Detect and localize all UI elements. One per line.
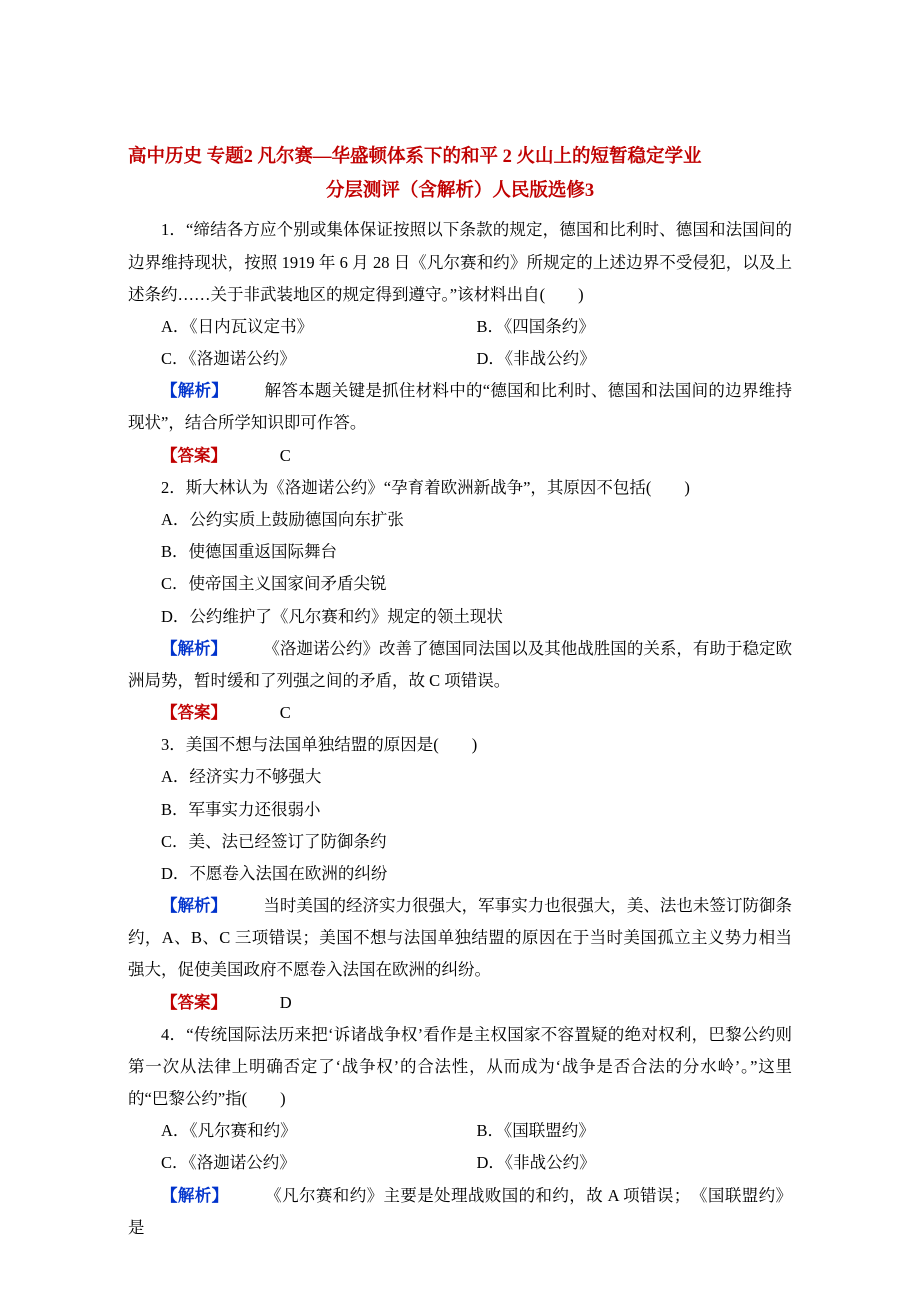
answer-label: 【答案】 [161, 703, 227, 723]
answer-label: 【答案】 [161, 992, 227, 1012]
option-row [128, 1147, 792, 1179]
option-d: D．公约维护了《凡尔赛和约》规定的领土现状 [161, 606, 503, 626]
option-a: A．公约实质上鼓励德国向东扩张 [161, 509, 404, 529]
answer-block [128, 440, 792, 472]
question-stem: 1．“缔结各方应个别或集体保证按照以下条款的规定，德国和比利时、德国和法国间的边界维持现状，按照 1919 年 6 月 28 日《凡尔赛和约》所规定的上述边界不受侵犯，以及上述条约……关于非武装地区的规定得到遵守。”该材料出自( ) [128, 220, 792, 304]
analysis-block [128, 375, 792, 439]
answer-block [128, 987, 792, 1019]
analysis-block [128, 1180, 792, 1244]
option-a: A．《日内瓦议定书》 [161, 316, 314, 336]
option-b: B．《四国条约》 [476, 316, 595, 336]
option-b: B．军事实力还很弱小 [161, 799, 321, 819]
answer-value: C [279, 703, 291, 723]
question-stem: 2．斯大林认为《洛迦诺公约》“孕育着欧洲新战争”，其原因不包括( ) [161, 477, 690, 497]
option-row [128, 343, 792, 375]
analysis-block [128, 890, 792, 987]
option-d: D．《非战公约》 [476, 349, 596, 369]
analysis-text: 解答本题关键是抓住材料中的“德国和比利时、德国和法国间的边界维持现状”，结合所学知识即可作答。 [128, 381, 793, 433]
option-c: C．《洛迦诺公约》 [161, 1153, 296, 1173]
option-c: C．《洛迦诺公约》 [161, 349, 296, 369]
question-stem: 4．“传统国际法历来把‘诉诸战争权’看作是主权国家不容置疑的绝对权利，巴黎公约则第一次从法律上明确否定了‘战争权’的合法性，从而成为‘战争是否合法的分水岭’。”这里的“巴黎公约”指( ) [128, 1024, 792, 1109]
answer-value: D [279, 992, 292, 1012]
option-c: C．使帝国主义国家间矛盾尖锐 [161, 574, 387, 594]
question-stem: 3．美国不想与法国单独结盟的原因是( ) [161, 735, 478, 755]
analysis-text: 《凡尔赛和约》主要是处理战败国的和约，故 A 项错误； 《国联盟约》是 [128, 1185, 792, 1237]
option-d: D．《非战公约》 [476, 1153, 596, 1173]
analysis-text: 当时美国的经济实力很强大，军事实力也很强大，美、法也未签订防御条约，A、B、C 三项错误；美国不想与法国单独结盟的原因在于当时美国孤立主义势力相当强大，促使美国政府不愿卷入法国在欧洲的纠纷。 [128, 896, 792, 980]
answer-label: 【答案】 [161, 445, 227, 465]
analysis-label: 【解析】 [161, 1185, 229, 1205]
page-title-line1: 高中历史 专题2 凡尔赛—华盛顿体系下的和平 2 火山上的短暂稳定学业 [128, 147, 702, 167]
analysis-text: 《洛迦诺公约》改善了德国同法国以及其他战胜国的关系，有助于稳定欧洲局势，暂时缓和了列强之间的矛盾，故 C 项错误。 [128, 638, 792, 690]
option-d: D．不愿卷入法国在欧洲的纠纷 [161, 863, 388, 883]
page-title [128, 140, 792, 208]
option-a: A．经济实力不够强大 [161, 767, 322, 787]
analysis-label: 【解析】 [161, 381, 229, 401]
analysis-label: 【解析】 [161, 896, 228, 916]
option-b: B．《国联盟约》 [476, 1121, 595, 1141]
answer-block [128, 697, 792, 729]
option-row [128, 311, 792, 343]
option-a: A．《凡尔赛和约》 [161, 1121, 297, 1141]
option-c: C．美、法已经签订了防御条约 [161, 831, 387, 851]
option-b: B．使德国重返国际舞台 [161, 542, 338, 562]
analysis-block [128, 633, 792, 697]
analysis-label: 【解析】 [161, 638, 228, 658]
answer-value: C [279, 445, 291, 465]
option-row [128, 1115, 792, 1147]
page-title-line2: 分层测评（含解析）人民版选修3 [325, 181, 595, 202]
